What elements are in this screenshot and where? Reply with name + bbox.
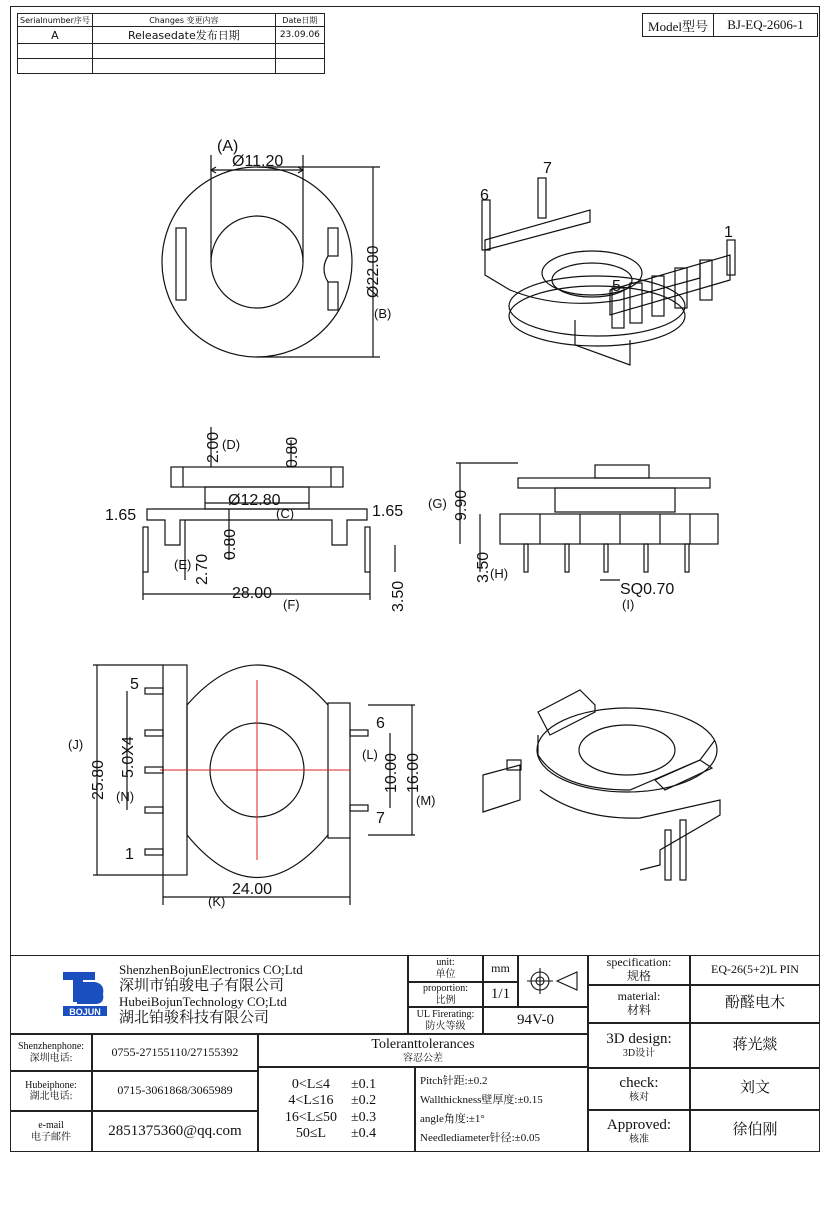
top-dim-a: Ø11.20: [232, 153, 284, 170]
top-ref-b: (B): [374, 306, 392, 321]
proportion-value: 1/1: [483, 982, 518, 1007]
tolerance-title-cn: 容忍公差: [403, 1052, 443, 1064]
isometric-view-bottom: [483, 690, 720, 880]
model-label: Model型号: [643, 14, 714, 36]
check-label-cell: [588, 1068, 690, 1110]
contact-label-cn: 湖北电话:: [29, 1091, 73, 1102]
side-ref-e: (E): [174, 557, 192, 572]
iso1-pin7: 7: [543, 160, 552, 177]
tolerance-row: 0<L≤4 ±0.1: [291, 1077, 377, 1093]
spec-value: EQ-26(5+2)L PIN: [690, 955, 820, 985]
bottom-pin5: 5: [130, 676, 139, 693]
revision-serial: A: [18, 27, 93, 44]
contact-label-cell: [10, 1071, 92, 1111]
unit-value: mm: [483, 955, 518, 982]
projection-symbol-icon: [518, 955, 588, 1007]
header-changes: Changes 变更内容: [92, 14, 275, 27]
tolerance-ranges: [258, 1067, 415, 1152]
bottom-dim-k: 24.00: [232, 881, 273, 898]
header-serial: Serialnumber序号: [18, 14, 93, 27]
check-label: check:: [619, 1074, 659, 1091]
approved-label: Approved:: [606, 1116, 672, 1133]
side-view: [105, 427, 407, 612]
bottom-dim-l: 10.00: [383, 752, 400, 793]
front-ref-i: (I): [622, 597, 635, 612]
iso1-pin6: 6: [480, 187, 489, 204]
side-dim-080-top: 0.80: [284, 436, 301, 468]
isometric-view-top: [480, 160, 735, 365]
contact-label: Hubeiphone:: [25, 1079, 77, 1091]
title-block: [10, 955, 820, 1152]
approved-value: 徐伯刚: [690, 1110, 820, 1152]
approved-label-cell: [588, 1110, 690, 1152]
ul-label: UL Firerating:: [416, 1009, 475, 1020]
proportion-label-cell: [408, 982, 483, 1007]
approved-label-cn: 核准: [629, 1133, 649, 1145]
check-value: 刘文: [690, 1068, 820, 1110]
contact-value: 2851375360@qq.com: [92, 1111, 258, 1152]
front-view: [428, 463, 718, 612]
tolerance-row: 4<L≤16 ±0.2: [288, 1093, 377, 1109]
contact-label: Shenzhenphone:: [17, 1041, 85, 1052]
check-label-cn: 核对: [629, 1091, 649, 1103]
side-dim-165-left: 1.65: [105, 507, 137, 524]
side-ref-f: (F): [283, 597, 300, 612]
side-dim-165-right: 1.65: [372, 503, 404, 520]
side-dim-e1: 2.70: [194, 553, 211, 585]
unit-label: unit:: [436, 957, 455, 968]
design-label-cn: 3D设计: [622, 1048, 656, 1060]
tolerance-row: 50≤L ±0.4: [295, 1125, 377, 1141]
top-dim-b: Ø22.00: [365, 245, 382, 298]
unit-label-cn: 单位: [435, 968, 456, 980]
bottom-ref-n: (N): [116, 789, 135, 804]
bojun-logo-icon: [61, 968, 109, 1018]
contact-label-cell: [10, 1034, 92, 1071]
spec-label: specification:: [606, 955, 672, 970]
material-value: 酚醛电木: [690, 985, 820, 1023]
bottom-dim-m: 16.00: [405, 752, 422, 793]
top-view: [162, 138, 391, 357]
unit-label-cell: [408, 955, 483, 982]
design-label-cell: [588, 1023, 690, 1068]
tolerance-title-cell: [258, 1034, 588, 1067]
contact-label-cn: 深圳电话:: [29, 1052, 73, 1064]
spec-label-cn: 规格: [626, 969, 651, 983]
contact-label-cell: [10, 1111, 92, 1152]
design-label: 3D design:: [606, 1031, 672, 1048]
side-dim-d: 2.00: [205, 431, 222, 463]
tolerance-row: 16<L≤50 ±0.3: [284, 1109, 377, 1125]
material-label-cell: [588, 985, 690, 1023]
revision-change: Releasedate发布日期: [92, 27, 275, 44]
tolerance-notes: [415, 1067, 588, 1152]
company-name-cn-2: 湖北铂骏科技有限公司: [119, 1010, 270, 1026]
proportion-label: proportion:: [423, 983, 468, 994]
bottom-ref-m: (M): [416, 793, 436, 808]
bottom-dim-n: 5.0X4: [120, 736, 137, 778]
proportion-label-cn: 比例: [435, 994, 456, 1006]
header-date: Date日期: [275, 14, 324, 27]
contact-label-cn: 电子邮件: [31, 1131, 71, 1143]
ul-label-cell: [408, 1007, 483, 1034]
bottom-pin6: 6: [376, 715, 385, 732]
side-dim-pin-len: 3.50: [390, 580, 407, 612]
bottom-view: [68, 665, 436, 909]
contact-value: 0755-27155110/27155392: [92, 1034, 258, 1071]
design-value: 蒋光燚: [690, 1023, 820, 1068]
side-dim-e2: 0.80: [222, 528, 239, 560]
contact-label: e-mail: [38, 1120, 64, 1131]
tolerance-note: angle角度:±1°: [420, 1112, 485, 1125]
front-dim-i: SQ0.70: [620, 581, 675, 598]
tolerance-title: Toleranttolerances: [371, 1036, 475, 1052]
bottom-ref-l: (L): [362, 747, 378, 762]
tolerance-note: Needlediameter针径:±0.05: [420, 1131, 540, 1144]
side-dim-c: Ø12.80: [228, 492, 281, 509]
bottom-pin7: 7: [376, 810, 385, 827]
company-name-en-1: ShenzhenBojunElectronics CO;Ltd: [119, 962, 303, 977]
front-ref-g: (G): [428, 496, 447, 511]
top-ref-a: (A): [217, 138, 239, 155]
company-block: [10, 955, 408, 1034]
spec-label-cell: [588, 955, 690, 985]
ul-label-cn: 防火等级: [425, 1020, 466, 1032]
front-dim-h: 3.50: [475, 551, 492, 583]
company-name-en-2: HubeiBojunTechnology CO;Ltd: [119, 994, 287, 1009]
revision-date: 23.09.06: [275, 27, 324, 44]
logo-text: BOJUN: [69, 1007, 101, 1017]
tolerance-note: Pitch针距:±0.2: [420, 1074, 488, 1087]
material-label: material:: [617, 989, 661, 1004]
ul-value: 94V-0: [483, 1007, 588, 1034]
bottom-pin1: 1: [125, 846, 134, 863]
front-ref-h: (H): [490, 566, 509, 581]
iso1-pin5: 5: [612, 278, 621, 295]
company-name-cn-1: 深圳市铂骏电子有限公司: [119, 978, 285, 994]
bottom-ref-j: (J): [68, 737, 84, 752]
material-label-cn: 材料: [626, 1003, 651, 1017]
model-value: BJ-EQ-2606-1: [727, 17, 804, 32]
tolerance-note: Wallthickness壁厚度:±0.15: [420, 1093, 543, 1106]
contact-value: 0715-3061868/3065989: [92, 1071, 258, 1111]
side-ref-d: (D): [222, 437, 241, 452]
side-ref-c: (C): [276, 506, 295, 521]
top-view-slot-left: [176, 228, 186, 300]
front-dim-g: 9.90: [453, 489, 470, 521]
bottom-dim-j: 25.80: [90, 759, 107, 800]
side-dim-f: 28.00: [232, 585, 273, 602]
iso1-pin1: 1: [724, 224, 733, 241]
bottom-ref-k: (K): [208, 894, 226, 909]
